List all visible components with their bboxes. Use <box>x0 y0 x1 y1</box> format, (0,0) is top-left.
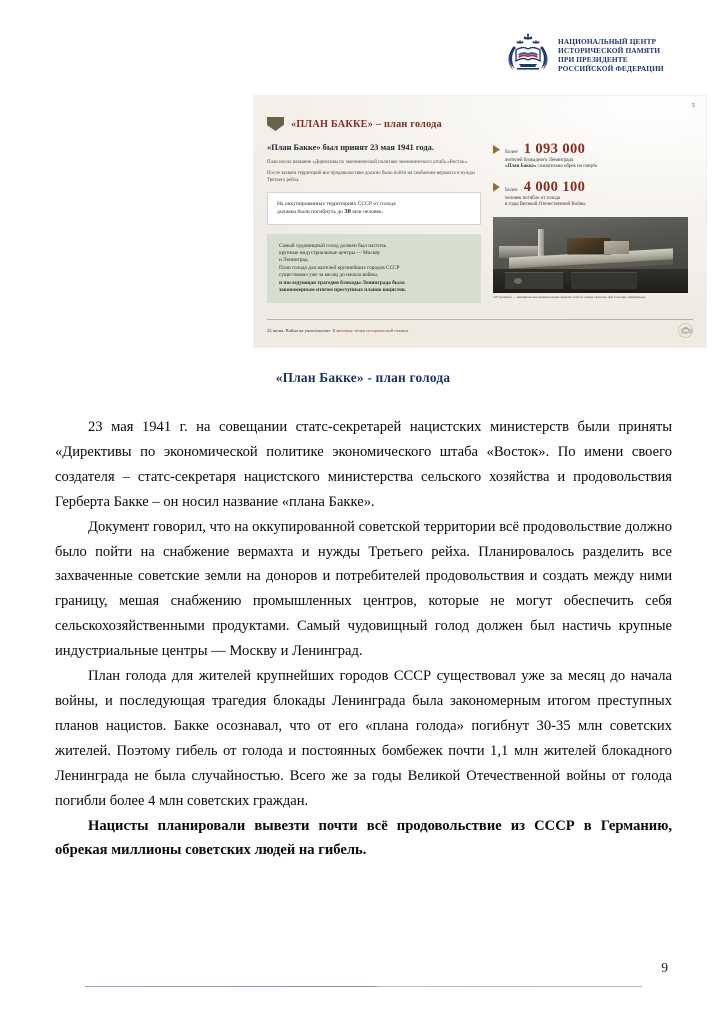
statistic-desc-line-2: сознательно обрек на смерть <box>536 164 598 170</box>
org-name-line-3: ПРИ ПРЕЗИДЕНТЕ <box>558 55 628 64</box>
callout-green-line-2: крупные индустриальные центры — Москву <box>279 250 381 257</box>
statistic-item <box>493 142 693 171</box>
callout-white-number: 30 <box>344 208 351 216</box>
callout-white-line-2-pre: должны были погибнуть до <box>277 209 345 216</box>
photo-cabinet-drawer-right <box>571 272 637 289</box>
body-paragraph: Документ говорил, что на оккупированной советской территории всё продовольствие должно было пойти на снабжение вермахта и нужды Третьего рейха. Планировалось разделить все захваченные советские земли на доноров и потребителей продовольствия и создать между ними границу, мешая снабжению промышленных центров, которые не могут обеспечить себя сельскохозяйственными продуктами. Самый чудовищный голод должен был настичь крупные индустриальные центры — Москву и Ленинград. <box>55 518 672 660</box>
slide-footer-row <box>267 323 693 338</box>
slide-callout-white <box>267 192 481 224</box>
slide-note-1: План носил название «Директивы по экономической политике экономического штаба «Восток». <box>267 160 469 165</box>
page-number: 9 <box>661 960 668 975</box>
statistic-desc-bold: «План Бакке» <box>505 164 537 170</box>
document-body <box>55 415 672 863</box>
slide-footer-divider <box>267 319 693 320</box>
photo-scale-post <box>538 229 544 258</box>
callout-white-line-1: На оккупированных территориях СССР от голода <box>277 201 396 208</box>
statistic-body <box>505 180 693 209</box>
russian-federation-emblem-icon <box>505 33 551 77</box>
footer-divider <box>85 986 642 987</box>
statistic-item <box>493 180 693 209</box>
body-paragraph: План голода для жителей крупнейших городов СССР существовал уже за месяц до начала войны, и последующая трагедия блокады Ленинграда была закономерным итогом преступных планов нацистов. Бакке осознавал, что от его «плана голода» погибнут 30-35 млн советских жителей. Поэтому гибель от голода и постоянных бомбежек почти 1,1 млн жителей блокадного Ленинграда не была случайностью. Всего же за годы Великой Отечественной войны от голода погибли более 4 млн советских граждан. <box>55 668 672 809</box>
slide-title-row <box>267 117 693 131</box>
slide-columns <box>267 142 693 303</box>
slide-footer-text <box>267 328 408 333</box>
photo-bread-piece-secondary <box>604 241 629 254</box>
slide-photo-caption: 125 граммов — минимальная дневная норма выдачи хлеба в самые тяжелые дни блокады Ленинграда. <box>493 295 646 300</box>
blockade-bread-ration-on-scales-photo <box>493 217 688 293</box>
statistic-number: 4 000 100 <box>523 178 586 195</box>
statistic-headline <box>505 180 693 195</box>
slide-footer <box>267 319 693 339</box>
org-name-line-1: НАЦИОНАЛЬНЫЙ ЦЕНТР <box>558 36 657 46</box>
slide-left-column <box>267 142 489 303</box>
statistic-body <box>505 142 693 171</box>
statistic-description <box>505 158 693 171</box>
page-title: «План Бакке» - план голода <box>275 370 451 385</box>
callout-green-line-5: существовал уже за месяц до начала войны, <box>279 272 379 279</box>
statistic-headline <box>505 142 693 157</box>
org-name-line-2: ИСТОРИЧЕСКОЙ ПАМЯТИ <box>558 45 661 55</box>
statistic-prefix: Более <box>505 186 518 193</box>
slide-photo-block <box>493 217 688 300</box>
statistic-prefix: Более <box>505 149 518 155</box>
ribbon-flag-icon <box>267 117 284 131</box>
slide-right-column <box>489 142 693 303</box>
statistic-number: 1 093 000 <box>523 141 586 157</box>
slide-footer-text-accent: Ключевые точки исторической памяти <box>332 328 409 333</box>
triangle-right-icon <box>493 183 500 192</box>
slide-callout-green <box>267 234 481 304</box>
callout-green-bold-line-2: закономерным итогом преступных планов нацистов. <box>279 287 406 294</box>
organization-name <box>558 37 664 73</box>
slide-note-2: После захвата территорий все продовольствие должно было пойти на снабжение вермахта и нужды Третьего рейха. <box>267 171 475 183</box>
callout-white-line-2-post: млн человек. <box>350 209 384 216</box>
slide-title: «ПЛАН БАККЕ» – план голода <box>291 118 442 130</box>
statistic-description <box>505 196 693 209</box>
slide-lead-statement: «План Бакке» был принят 23 мая 1941 года. <box>267 143 434 152</box>
statistic-desc-line-1: жителей блокадного Ленинграда <box>505 158 574 163</box>
callout-green-line-1: Самый чудовищный голод должен был настичь <box>279 242 387 249</box>
body-paragraph-emphasis: Нацисты планировали вывезти почти всё продовольствие из СССР в Германию, обрекая миллионы советских людей на гибель. <box>55 817 672 859</box>
organization-logo <box>505 33 664 77</box>
embedded-presentation-slide <box>254 96 706 347</box>
slide-page-number: 5 <box>691 102 695 109</box>
callout-green-line-3: и Ленинград. <box>279 257 309 264</box>
org-name-line-4: РОССИЙСКОЙ ФЕДЕРАЦИИ <box>558 64 664 74</box>
callout-green-line-4: План голода для жителей крупнейших городов СССР <box>279 264 400 271</box>
slide-content <box>254 96 706 347</box>
slide-footer-text-main: 22 июня. Война на уничтожение. <box>267 328 333 333</box>
body-paragraph: 23 мая 1941 г. на совещании статс-секретарей нацистских министерств были приняты «Директивы по экономической политике экономического штаба «Восток». По имени своего создателя – статс-секретаря нацистского министерства сельского хозяйства и продовольствия Герберта Бакке – он носил название «плана Бакке». <box>55 419 672 510</box>
statistic-desc-line-2: в годы Великой Отечественной Войны <box>505 201 586 207</box>
triangle-right-icon <box>493 145 500 154</box>
callout-green-bold-line-1: и последующая трагедия блокады Ленинграда была <box>279 279 405 286</box>
state-emblem-seal-icon <box>678 323 693 338</box>
statistic-desc-line-1: человек погибло от голода <box>505 195 561 201</box>
